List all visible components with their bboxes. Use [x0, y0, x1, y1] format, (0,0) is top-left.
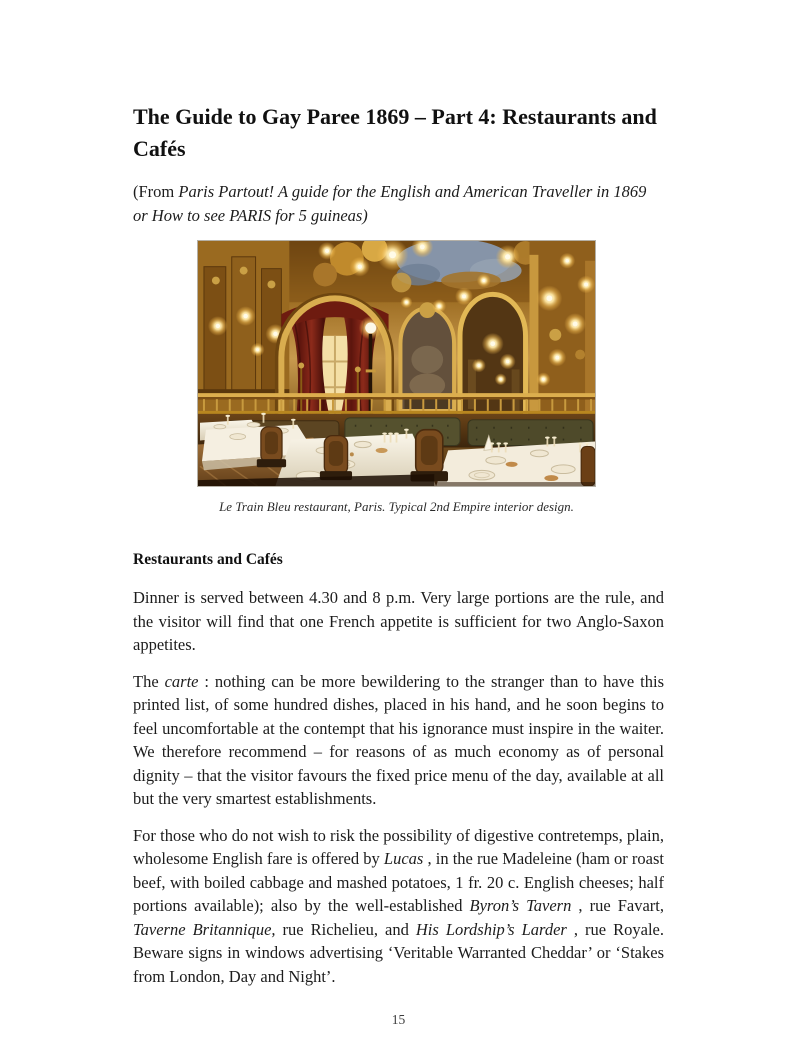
subtitle-italic: Paris Partout! A guide for the English and American Traveller in 1869 or How to see PARIS for 5 guineas) — [133, 182, 647, 225]
body-paragraphs — [133, 586, 664, 988]
paragraph: Dinner is served between 4.30 and 8 p.m. Very large portions are the rule, and the visitor will find that one French appetite is sufficient for two Anglo-Saxon appetites. — [133, 588, 664, 654]
subtitle-prefix: (From — [133, 182, 179, 201]
subtitle — [133, 180, 664, 228]
document-content — [133, 101, 664, 988]
photo-caption: Le Train Bleu restaurant, Paris. Typical 2nd Empire interior design. — [219, 499, 574, 514]
restaurant-photo — [197, 240, 596, 487]
page-number: 15 — [391, 1012, 406, 1027]
restaurant-photo-figure — [197, 240, 596, 515]
page-title: The Guide to Gay Paree 1869 – Part 4: Restaurants and Cafés — [133, 104, 657, 161]
restaurant-photo-illustration — [198, 241, 595, 486]
section-heading: Restaurants and Cafés — [133, 551, 283, 568]
paragraph: For those who do not wish to risk the possibility of digestive contretemps, plain, wholesome English fare is offered by Lucas , in the rue Madeleine (ham or roast beef, with boiled cabbage and mashed potatoes, 1 fr. 20 c. English cheeses; half portions available); also by the well-established Byron’s Tavern , rue Favart, Taverne Britannique, rue Richelieu, and His Lordship’s Larder , rue Royale. Beware signs in windows advertising ‘Veritable Warranted Cheddar’ or ‘Stakes from London, Day and Night’. — [133, 825, 665, 986]
paragraph: The carte : nothing can be more bewildering to the stranger than to have this printed list, of some hundred dishes, placed in his hand, and he soon begins to feel uncomfortable at the contempt that his ignorance must inspire in the waiter. We therefore recommend – for reasons of as much economy as of personal dignity – that the visitor favours the fixed price menu of the day, available at all but the very smartest establishments. — [133, 671, 664, 808]
